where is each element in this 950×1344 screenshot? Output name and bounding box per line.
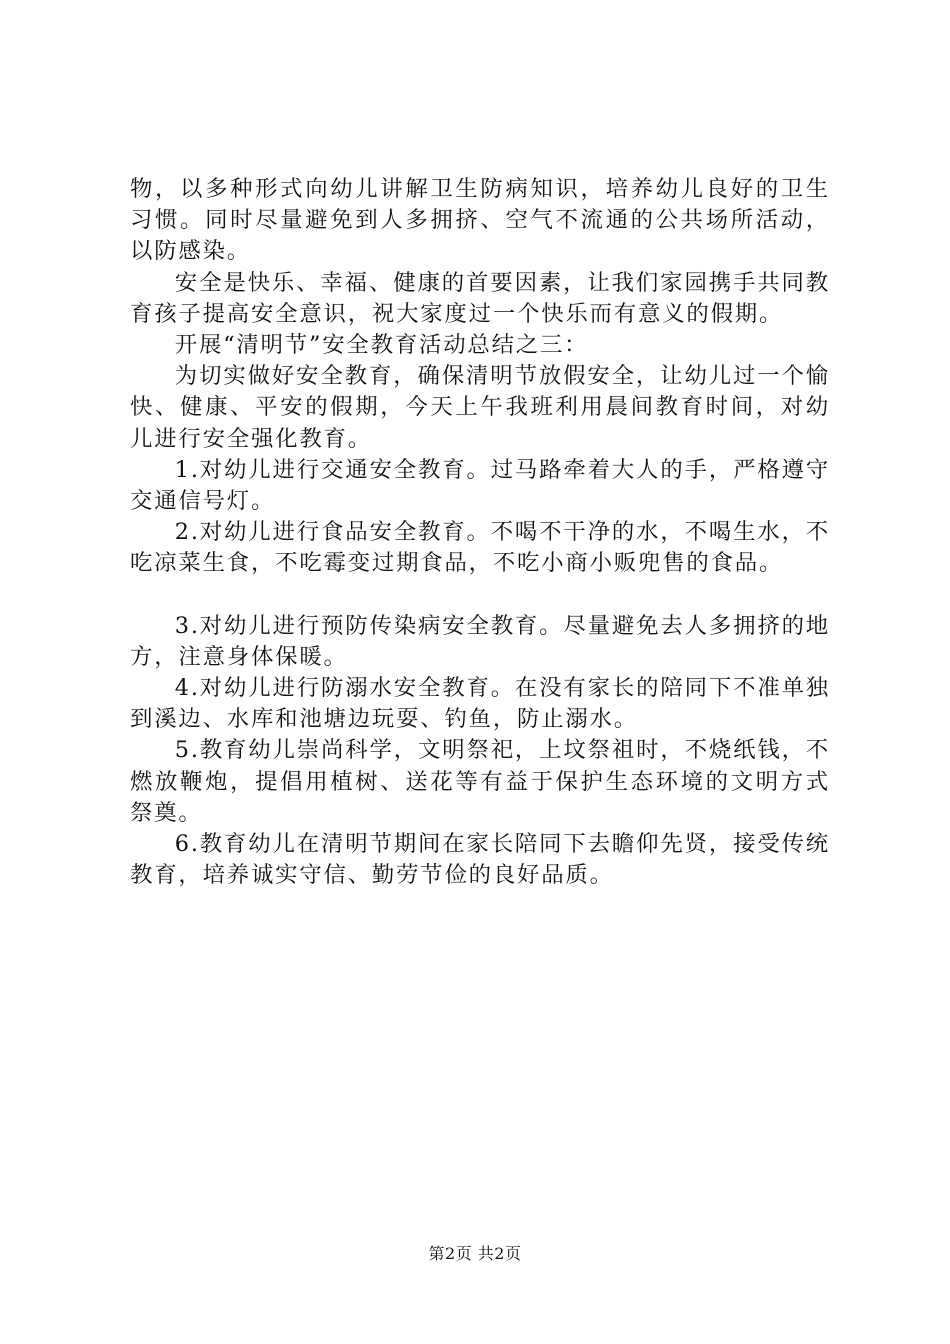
section-heading: 开展“清明节”安全教育活动总结之三： [174,332,589,359]
list-item-2: 2.对幼儿进行食品安全教育。不喝不干净的水，不喝生水，不吃凉菜生食，不吃霉变过期食品，不吃小商小贩兜售的食品。 [130,519,830,577]
paragraph-gap [130,580,830,611]
list-item-1: 1.对幼儿进行交通安全教育。过马路牵着大人的手，严格遵守交通信号灯。 [130,456,830,515]
page-indicator: 第2页 共2页 [428,1244,522,1263]
list-item-5: 5.教育幼儿崇尚科学，文明祭祀，上坟祭祖时，不烧纸钱，不燃放鞭炮，提倡用植树、送花等有益于保护生态环境的文明方式祭奠。 [130,737,830,826]
list-item-3: 3.对幼儿进行预防传染病安全教育。尽量避免去人多拥挤的地方，注意身体保暖。 [130,612,830,670]
list-item-6: 6.教育幼儿在清明节期间在家长陪同下去瞻仰先贤，接受传统教育，培养诚实守信、勤劳节俭的良好品质。 [130,831,830,889]
paragraph-safety-closing: 安全是快乐、幸福、健康的首要因素，让我们家园携手共同教育孩子提高安全意识，祝大家度过一个快乐而有意义的假期。 [130,269,830,327]
document-body [130,174,830,891]
paragraph-intro: 为切实做好安全教育，确保清明节放假安全，让幼儿过一个愉快、健康、平安的假期，今天上午我班利用晨间教育时间，对幼儿进行安全强化教育。 [130,363,830,452]
list-item-4: 4.对幼儿进行防溺水安全教育。在没有家长的陪同下不准单独到溪边、水库和池塘边玩耍、钓鱼，防止溺水。 [130,675,830,733]
page-footer [0,1244,950,1264]
paragraph-continuation: 物，以多种形式向幼儿讲解卫生防病知识，培养幼儿良好的卫生习惯。同时尽量避免到人多拥挤、空气不流通的公共场所活动，以防感染。 [130,176,830,265]
